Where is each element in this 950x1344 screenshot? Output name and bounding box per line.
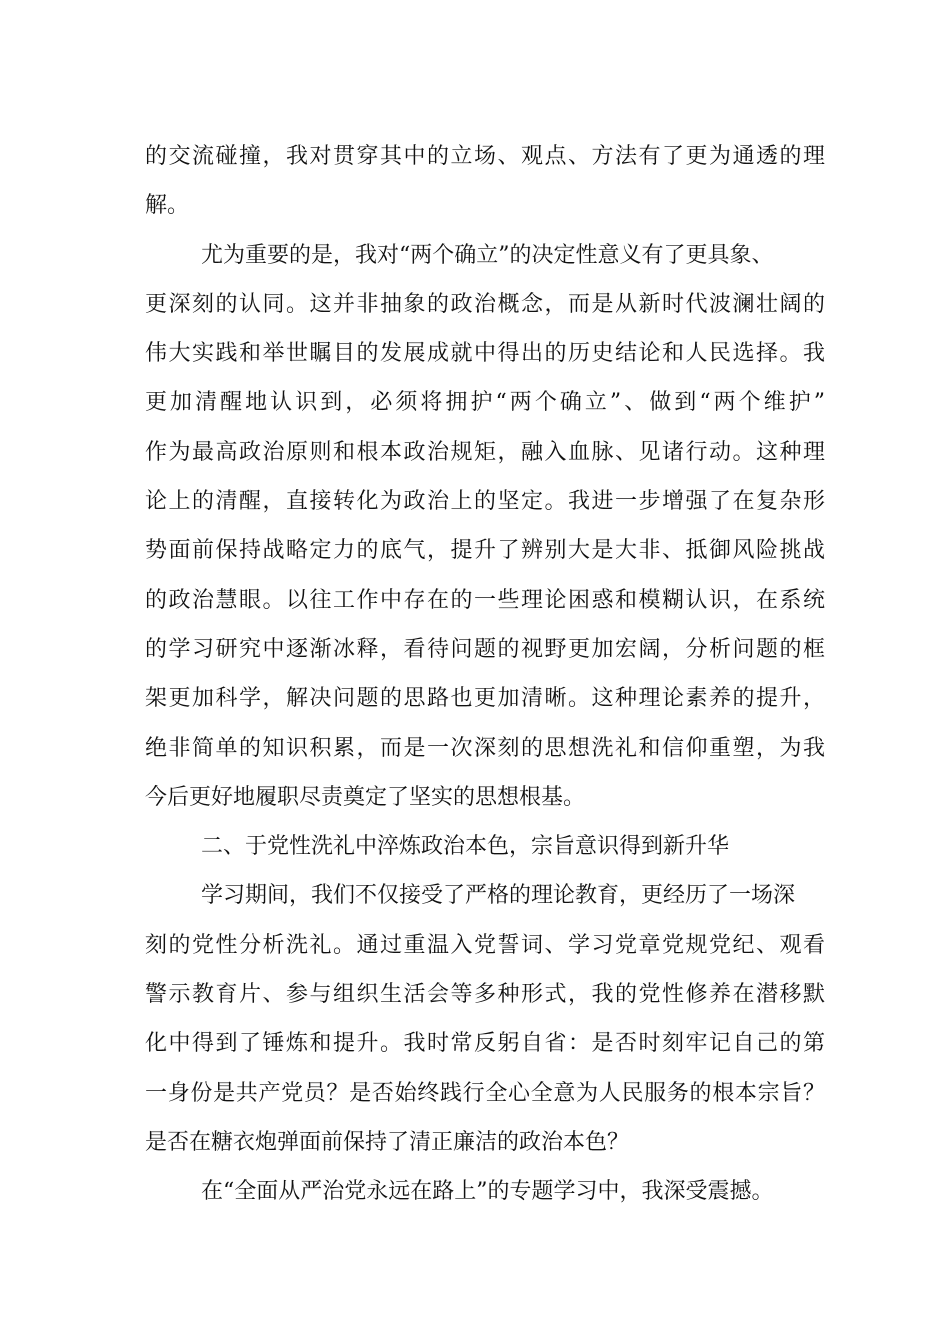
text-line: 绝非简单的知识积累，而是一次深刻的思想洗礼和信仰重塑，为我 [145,735,825,761]
paragraph-start-line: 在“全面从严治党永远在路上”的专题学习中，我深受震撼。 [201,1179,774,1205]
paragraph-start-line: 学习期间，我们不仅接受了严格的理论教育，更经历了一场深 [201,883,796,909]
text-line: 刻的党性分析洗礼。通过重温入党誓词、学习党章党规党纪、观看 [145,932,825,958]
text-line: 警示教育片、参与组织生活会等多种形式，我的党性修养在潜移默 [145,982,825,1008]
text-line: 化中得到了锤炼和提升。我时常反躬自省：是否时刻牢记自己的第 [145,1031,825,1057]
text-line: 是否在糖衣炮弹面前保持了清正廉洁的政治本色？ [145,1129,630,1155]
text-line: 架更加科学，解决问题的思路也更加清晰。这种理论素养的提升， [145,686,825,712]
text-line: 的交流碰撞，我对贯穿其中的立场、观点、方法有了更为通透的理 [145,144,825,169]
paragraph-start-line: 尤为重要的是，我对“两个确立”的决定性意义有了更具象、 [201,242,774,268]
body-text [145,132,825,1217]
text-line: 一身份是共产党员？是否始终践行全心全意为人民服务的根本宗旨？ [145,1080,825,1106]
text-line: 的政治慧眼。以往工作中存在的一些理论困惑和模糊认识，在系统 [145,587,825,613]
text-line: 伟大实践和举世瞩目的发展成就中得出的历史结论和人民选择。我 [145,341,825,367]
text-line: 的学习研究中逐渐冰释，看待问题的视野更加宏阔，分析问题的框 [145,636,825,662]
section-heading: 二、于党性洗礼中淬炼政治本色，宗旨意识得到新升华 [201,834,730,860]
text-line: 今后更好地履职尽责奠定了坚实的思想根基。 [145,784,586,810]
text-line: 解。 [145,193,190,219]
text-line: 作为最高政治原则和根本政治规矩，融入血脉、见诸行动。这种理 [145,439,825,465]
text-line: 更加清醒地认识到，必须将拥护“两个确立”、做到“两个维护” [145,390,825,416]
text-line: 更深刻的认同。这并非抽象的政治概念，而是从新时代波澜壮阔的 [145,291,825,317]
text-line: 势面前保持战略定力的底气，提升了辨别大是大非、抵御风险挑战 [145,538,825,564]
text-line: 论上的清醒，直接转化为政治上的坚定。我进一步增强了在复杂形 [145,489,825,515]
